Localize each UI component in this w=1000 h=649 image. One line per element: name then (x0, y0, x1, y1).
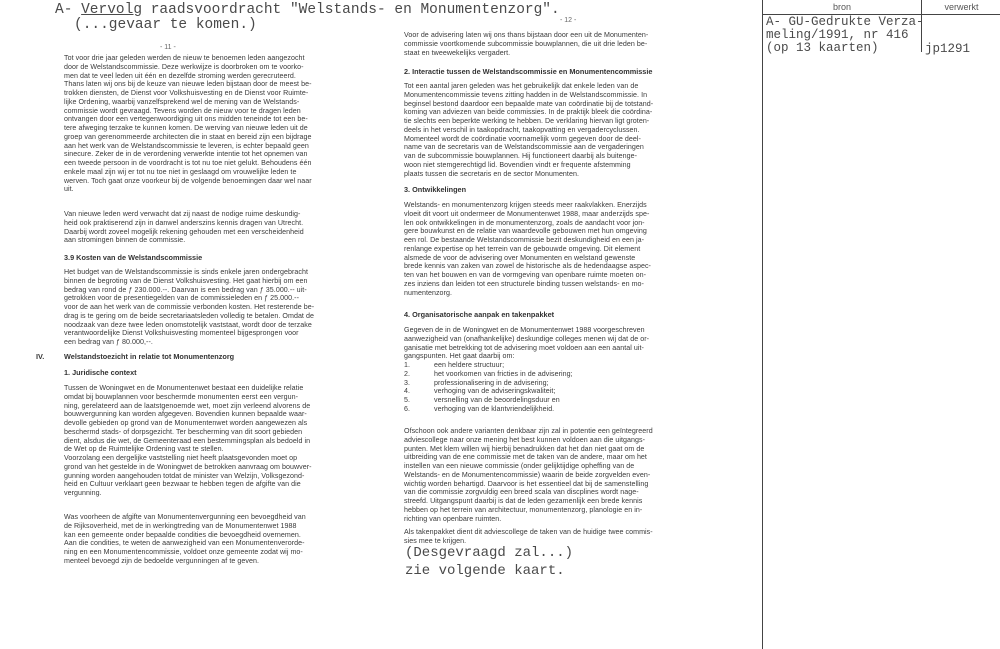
text-line: name van de secretaris van de Welstandscommissie aan de vergaderingen (404, 143, 644, 152)
page-number-11: - 11 - (160, 44, 176, 51)
text-line: (op 13 kaarten) (766, 41, 879, 55)
title-prefix: A- (55, 2, 73, 18)
text-line: Tot een aantal jaren geleden was het gebruikelijk dat enkele leden van de (404, 82, 639, 90)
text-line: Als takenpakket dient dit adviescollege de taken van de huidige twee commis- (404, 528, 653, 536)
text-line: ganisatie met betrekking tot de advisering moet voldoen aan een aantal uit- (404, 343, 644, 352)
paragraph-advice (404, 31, 648, 57)
text-line: punten. Met klem willen wij hierbij benadrukken dat het dan niet gaat om de (404, 444, 645, 453)
paragraph-legal (64, 384, 312, 498)
heading-3-developments: 3. Ontwikkelingen (404, 185, 467, 194)
list-item: 1. een heldere structuur; (404, 361, 505, 369)
heading-4-organisation: 4. Organisatorische aanpak en takenpakket (404, 310, 555, 319)
text-line: noodzaak van deze twee leden onomstotelijk vaststaat, wordt door de terzake (64, 320, 312, 329)
text-line: zes inziens dan leiden tot een structurele binding tussen welstands- en mo- (404, 279, 644, 288)
text-line: vergunning. (64, 489, 102, 497)
text-line: heid ook praktiserend zijn in danwel anderszins kennis dragen van Utrecht. (64, 218, 304, 227)
text-line: Momenteel wordt de coördinatie voornamelijk vorm gegeven door de deel- (404, 134, 641, 143)
text-line: bedrag van rond de ƒ 230.000.--. Daarvan is een bedrag van ƒ 35.000.-- uit- (64, 285, 307, 294)
text-line: meling/1991, nr 416 (766, 28, 909, 42)
text-line: Gegeven de in de Woningwet en de Monumentenwet 1988 voorgeschreven (404, 326, 645, 334)
text-line: drag is te gering om de beide secretariaatsleden volledig te betalen. Omdat de (64, 311, 314, 320)
text-line: vloeit dit voort uit ondermeer de Monumentenwet 1988, maar anderzijds spe- (404, 209, 650, 218)
text-line: sinecure. Zeker de in de verordening verwerkte intentie tot het opnemen van (64, 150, 308, 159)
column-header-processed: verwerkt (944, 2, 979, 12)
text-line: uitbreiding van de ene commissie met de taken van de andere, maar om het (404, 453, 647, 462)
paragraph-organisation (404, 326, 649, 361)
text-line: menteel bevoegd zijn de bedoelde vergunningen af te geven. (64, 556, 259, 565)
text-line: beginsel bestond daardoor een bepaalde mate van coördinatie bij de totstand- (404, 99, 654, 108)
text-line: gangspunten. Het gaat daarbij om: (404, 352, 515, 361)
text-line: Tot voor drie jaar geleden werden de nieuw te benoemen leden aangezocht (64, 54, 305, 62)
list-item: 2. het voorkomen van fricties in de advisering; (404, 369, 573, 378)
text-line: Welstands- en monumentenzorg krijgen steeds meer raakvlakken. Enerzijds (404, 201, 647, 209)
paragraph-monument-permit (64, 513, 306, 566)
text-line: Tussen de Woningwet en de Monumentenwet bestaat een duidelijke relatie (64, 384, 304, 392)
title-rest: raadsvoordracht "Welstands- en Monumentenzorg". (150, 2, 560, 18)
text-line: van die commissie zorgvuldig een breed scala van discplines wordt nage- (404, 488, 639, 497)
text-line: Welstands- en de Monumentencommissie) waarin de beide zorgvelden even- (404, 470, 651, 479)
card-title (55, 2, 560, 18)
text-line: werven. Toch gaat onze voorkeur bij de volgende benoemingen daar wel naar (64, 176, 312, 185)
text-line: koming van adviezen van beide commissies. In de praktijk bleek die coördina- (404, 108, 653, 117)
text-line: plaats tussen die secretaris en de sector Monumenten. (404, 169, 579, 178)
paragraph-expectations (64, 210, 304, 245)
text-line: len ook ontwikkelingen in de monumentenzorg, zoals de aandacht voor jon- (404, 218, 645, 227)
text-line: ning en een Monumentencommissie, voldoet onze gemeente zodat wij mo- (64, 548, 303, 556)
text-line: richting van openbare ruimten. (404, 514, 502, 523)
text-line: beschermd stads- of dorpsgezicht. Ter bescherming van dit soort gebieden (64, 427, 303, 436)
text-line: een bedrag van ƒ 80.000,--. (64, 338, 153, 346)
heading-2-interaction: 2. Interactie tussen de Welstandscommissie en Monumentencommissie (404, 67, 653, 76)
text-line: uit. (64, 185, 74, 194)
text-line: gere bouwkunst en de relatie van waardevolle gebouwen met hun omgeving (404, 227, 647, 236)
text-line: Thans laten wij ons bij de keuze van nieuwe leden bijstaan door de meest be- (64, 80, 312, 89)
list-item: 5. versnelling van de beoordelingsduur en (404, 396, 560, 404)
page-number-12: - 12 - (560, 17, 577, 24)
text-line: Van nieuwe leden werd verwacht dat zij naast de nodige ruime deskundig- (64, 210, 301, 218)
text-line: wichtig worden behartigd. Daarvoor is het essentieel dat bij de samenstelling (404, 479, 649, 488)
text-line: numentenzorg. (404, 288, 452, 297)
text-line: commissie wordt gevraagd. Tevens worden de nieuw voor te dragen leden (64, 106, 301, 115)
text-line: de Wet op de Ruimtelijke Ordening vast te stellen. (64, 445, 224, 454)
card-subtitle: (...gevaar te komen.) (74, 17, 257, 33)
heading-iv-number: IV. (36, 352, 45, 361)
index-card-table (762, 0, 1000, 649)
text-line: van de subcommissie bouwplannen. Hij functioneert daarbij als buitenge- (404, 152, 638, 160)
principles-list (404, 361, 573, 414)
text-line: door de Welstandscommissie. Deze werkwijze is doorbroken om te voorko- (64, 62, 304, 71)
text-line: adviescollege naar onze mening het best kunnen voldoen aan die uitgangs- (404, 435, 646, 444)
typed-continuation-2: zie volgende kaart. (405, 563, 565, 579)
processed-code: jp1291 (925, 42, 971, 56)
text-line: dient, alsdus die wet, de Gemeenteraad een bestemmingsplan als bedoeld in (64, 436, 311, 445)
text-line: kan een gemeente onder bepaalde condities die bevoegdheid overnemen. (64, 530, 301, 539)
text-line: trokken diensten, de Dienst voor Volkshuisvesting en de Dienst voor Ruimte- (64, 89, 309, 97)
text-line: getrokken voor de presentiegelden van de commissieleden en ƒ 25.000.-- (64, 294, 299, 303)
column-header-source: bron (763, 0, 922, 14)
text-line: aanwezigheid van (onafhankelijke) deskundige colleges menen wij dat de or- (404, 334, 650, 343)
text-line: Was voorheen de afgifte van Monumentenvergunning een bevoegdheid van (64, 513, 306, 521)
text-line: staat en tweewekelijks vergadert. (404, 48, 511, 57)
paragraph-task-package (404, 528, 653, 546)
text-line: Voorzolang een dergelijke vaststelling niet heeft plaatsgevonden moet op (64, 454, 298, 462)
text-line: brede kennis van zaken van zowel de historische als de hedendaagse aspec- (404, 262, 651, 271)
text-line: men dat te veel leden uit één en dezelfde stroming werden gerecruteerd. (64, 71, 296, 80)
text-line: renlange expertise op het terrein van de gebouwde omgeving. Dit element (404, 244, 641, 253)
text-line: alsmede de voor de advisering over Monumenten en welstand gewenste (404, 253, 636, 262)
text-line: hebben op het terrein van architectuur, monumentenzorg, planologie en in- (404, 505, 643, 514)
text-line: Voor de advisering laten wij ons thans bijstaan door een uit de Monumenten- (404, 31, 649, 39)
text-line: aan stromingen binnen de commissie. (64, 236, 186, 245)
text-line: instellen van een nieuwe commissie (onder gelijktijdige opheffing van de (404, 462, 635, 470)
text-line: omdat bij bouwplannen voor beschermde monumenten eerst een vergun- (64, 392, 298, 401)
paragraph-integrated-college (404, 427, 653, 523)
text-line: binnen de begroting van de Dienst Volkshuisvesting. Het gaat hierbij om een (64, 276, 308, 285)
text-line: commissie voortkomende subcommissie bouwplannen, die uit drie leden be- (404, 39, 648, 48)
text-line: voor de aan het werk van de commissie verbonden kosten. Het resterende be- (64, 303, 315, 311)
text-line: streefd. Uitgangspunt daarbij is dat de leden gezamenlijk een brede kennis (404, 497, 643, 505)
heading-iv: Welstandstoezicht in relatie tot Monumentenzorg (64, 352, 235, 361)
text-line: ning, gerelateerd aan de laatstgenoemde wet, moet zijn verleend alvorens de (64, 401, 311, 410)
text-line: de Rijksoverheid, met de in werkingtreding van de Monumentenwet 1988 (64, 521, 297, 530)
text-line: Monumentencommissie tevens zitting hadden in de Welstandscommissie. In (404, 90, 648, 99)
text-line: heid en Cultuur verklaart geen bezwaar te hebben tegen de afgifte van die (64, 480, 301, 489)
typed-continuation-1: (Desgevraagd zal...) (405, 545, 574, 561)
text-line: grond van het gestelde in de Woningwet de betrokken aanvraag om bouwver- (64, 462, 312, 471)
text-line: Aan die condities, te weten de aanwezigheid van een Monumentenverorde- (64, 539, 305, 548)
text-line: devolle gebieden op grond van de Monumentenwet worden aangewezen als (64, 419, 308, 427)
text-line: Ofschoon ook andere varianten denkbaar zijn zal in potentie een geïntegreerd (404, 427, 653, 435)
paragraph-budget (64, 268, 314, 347)
paragraph-new-members (64, 54, 312, 194)
paragraph-developments (404, 201, 651, 297)
text-line: Het budget van de Welstandscommissie is sinds enkele jaren ondergebracht (64, 268, 309, 276)
title-underlined: Vervolg (81, 2, 143, 18)
text-line: gunning worden aangehouden totdat de minister van Welzijn, Volksgezond- (64, 471, 305, 480)
list-item: 6. verhoging van de klantvriendelijkheid. (404, 404, 555, 413)
text-line: enkele maal zijn wij er tot nu toe niet in geslaagd om vrouwelijke leden te (64, 167, 297, 176)
heading-3-9-costs: 3.9 Kosten van de Welstandscommissie (64, 253, 203, 262)
text-line: tie slechts een beperkte werking te hebben. De verklaring hiervan ligt groten- (404, 117, 650, 125)
text-line: deels in het verschil in taakopdracht, taakopvatting en vergadercyclussen. (404, 125, 640, 134)
text-line: aan het werk van de Welstandscommissie te leveren, is echter bepaald geen (64, 141, 309, 150)
text-line: tere afweging terzake te kunnen komen. De werving van nieuwe leden uit de (64, 124, 308, 132)
text-line: een tweede persoon in de voordracht is tot nu toe niet gelukt. Behoudens één (64, 159, 312, 167)
text-line: Daarbij wordt zoveel mogelijk rekening gehouden met een verscheidenheid (64, 227, 304, 236)
list-item: 3. professionalisering in de advisering; (404, 378, 549, 387)
text-line: verantwoordelijke Dienst Volkshuisvesting momenteel bijgesprongen voor (64, 329, 299, 338)
text-line: lijke Ordening, waarbij vanzelfsprekend wel de mening van de Welstands- (64, 97, 300, 106)
text-line: groep van gerenommeerde architecten die in staat en bereid zijn een bijdrage (64, 132, 312, 141)
text-line: bouwvergunning kan worden afgegeven. Bovendien kunnen bepaalde waar- (64, 410, 307, 419)
text-line: ontvangen door een vertegenwoordiging uit ons midden teneinde tot een be- (64, 115, 308, 124)
heading-1-legal-context: 1. Juridische context (64, 368, 137, 377)
text-line: ten van het bouwen en van de vormgeving van openbare ruimte moeten on- (404, 271, 647, 279)
paragraph-interaction (404, 82, 653, 178)
text-line: een rol. De bestaande Welstandscommissie bezit deskundigheid en een ja- (404, 236, 645, 244)
list-item: 4. verhoging van de adviseringskwaliteit; (404, 387, 556, 396)
source-reference (766, 16, 924, 55)
text-line: A- GU-Gedrukte Verza- (766, 15, 924, 29)
text-line: woon niet stemgerechtigd lid. Bovendien vindt er frequente afstemming (404, 160, 631, 169)
text-line: sies mee te krijgen. (404, 536, 467, 545)
